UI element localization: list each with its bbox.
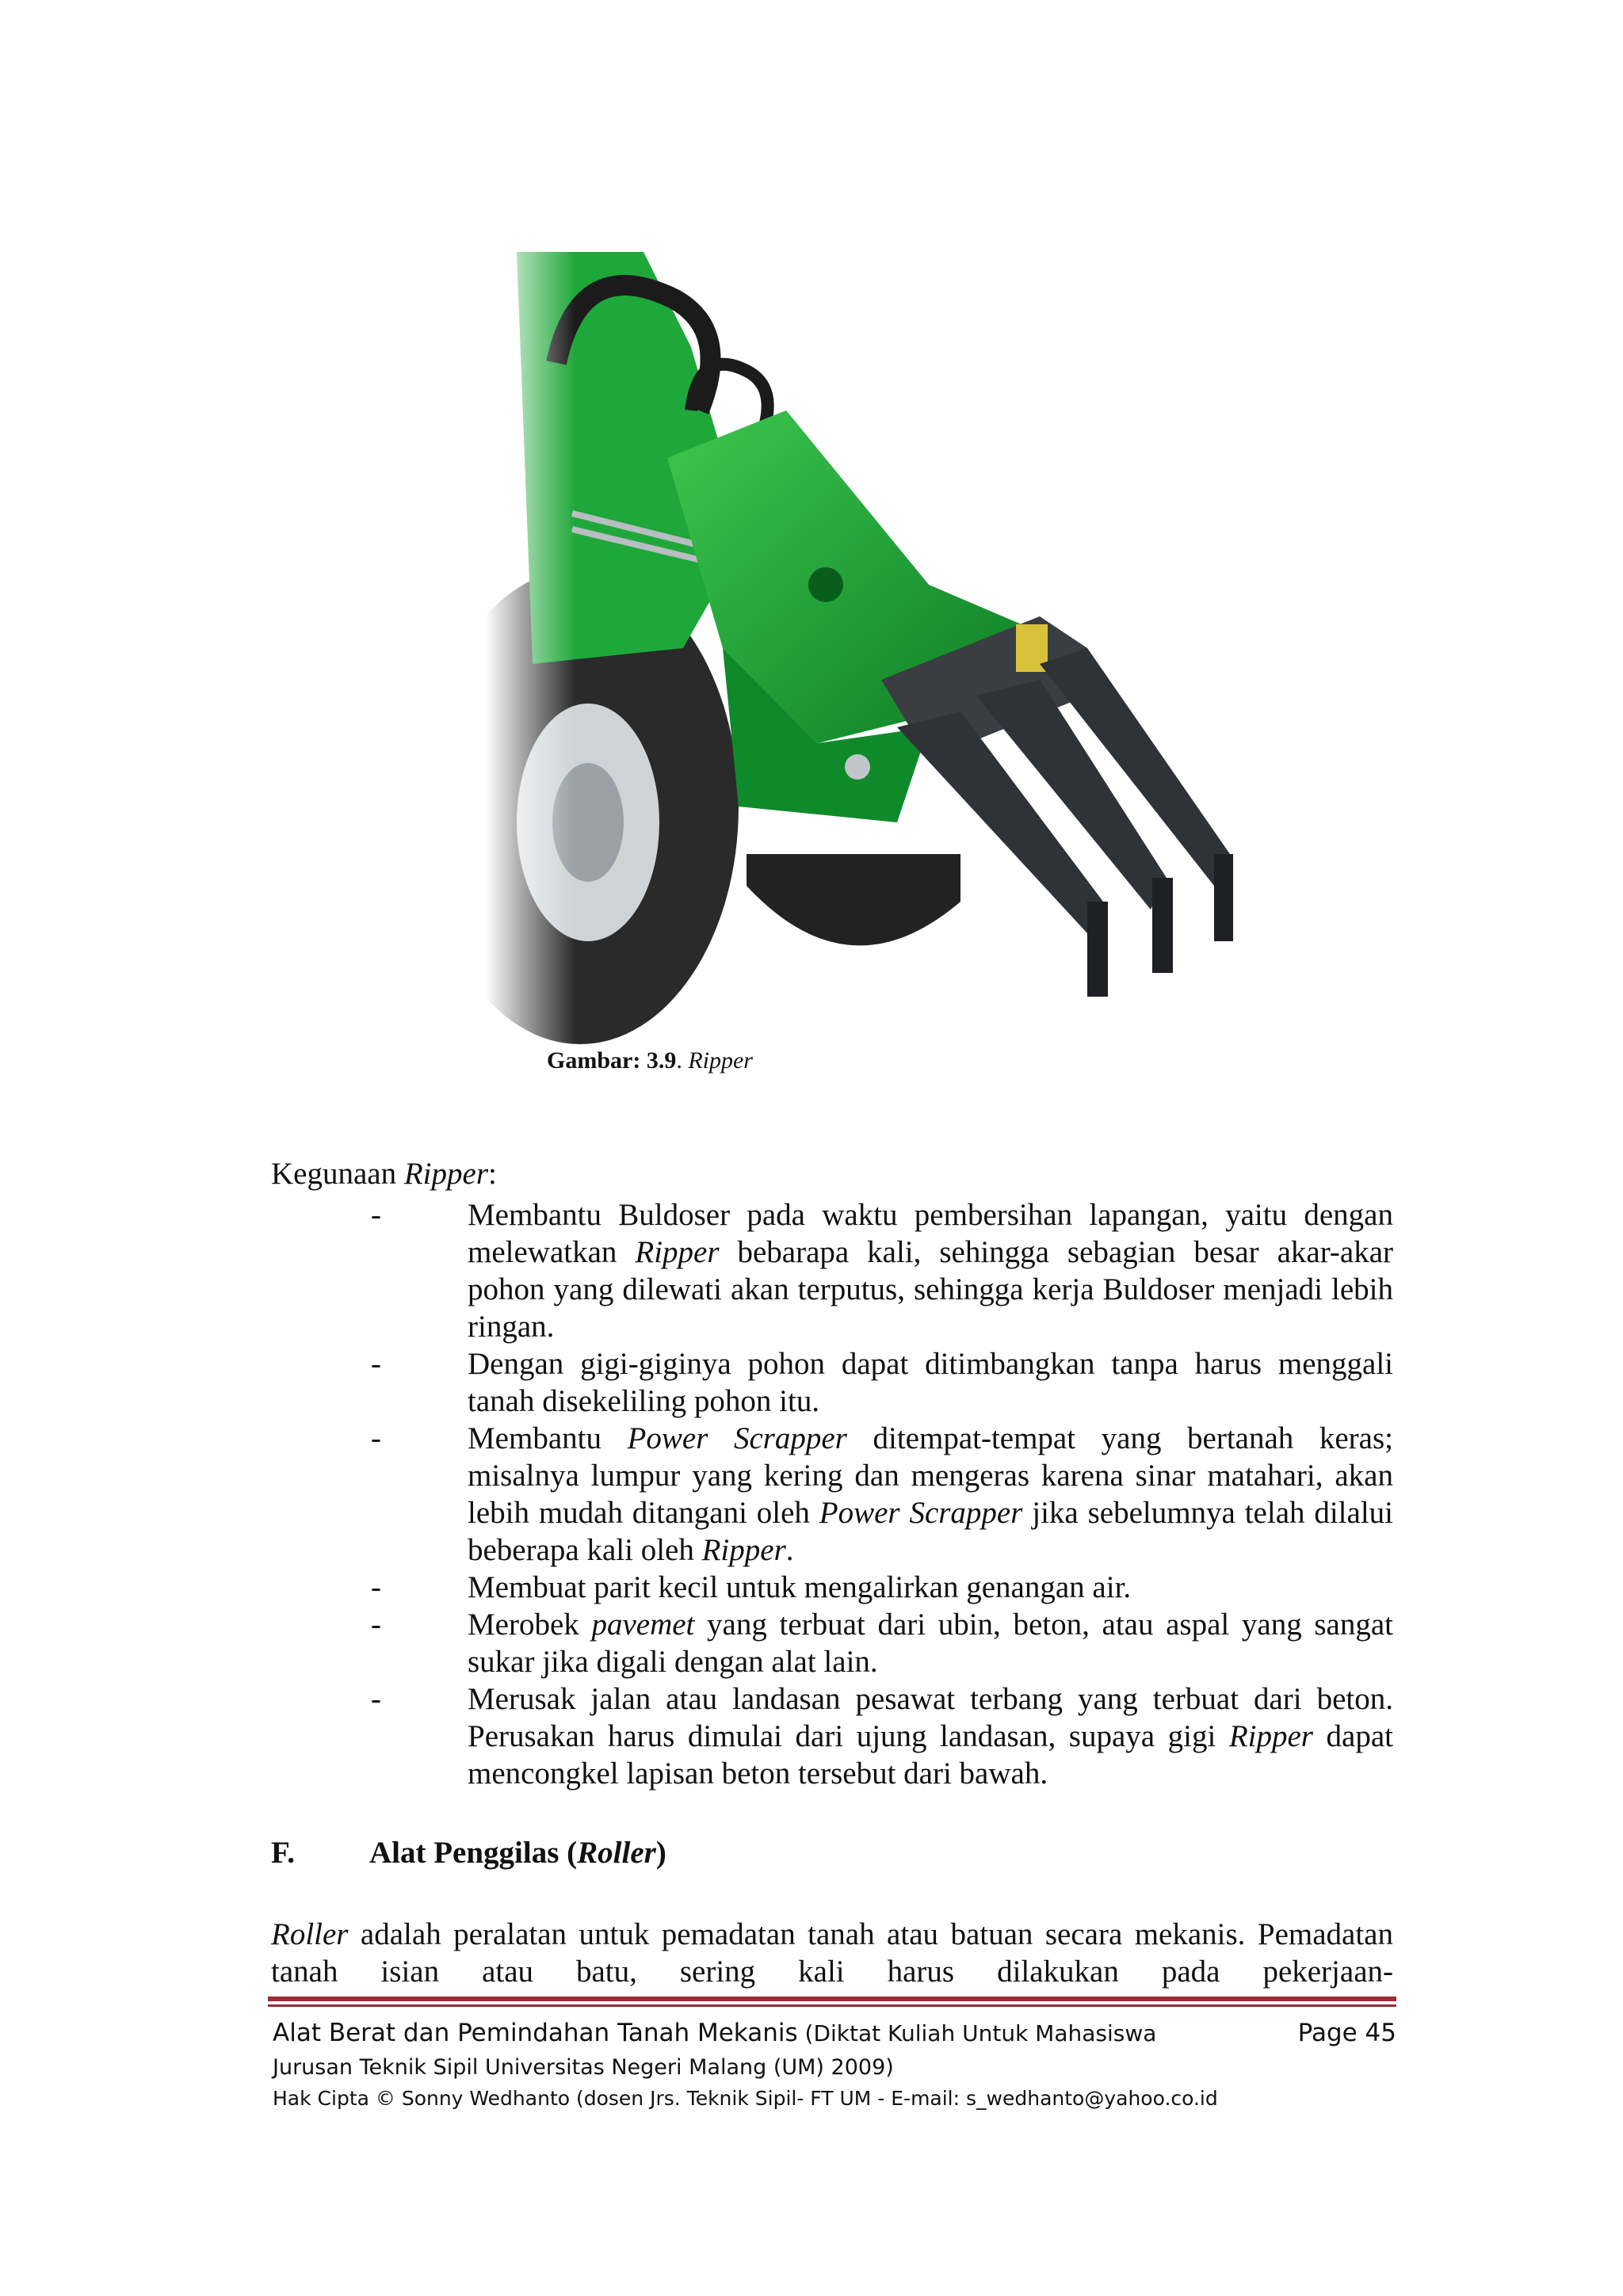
intro-text: Kegunaan [271,1157,404,1191]
list-item-text: Membuat parit kecil untuk mengalirkan genangan air. [468,1570,1132,1604]
footer-divider [268,1997,1396,2001]
usage-list [271,1196,1393,1792]
ripper-photo [485,252,1238,1044]
section-heading [271,1835,666,1871]
list-item [271,1569,1393,1606]
list-item [271,1196,1393,1345]
footer-copyright: Hak Cipta © Sonny Wedhanto (dosen Jrs. Teknik Sipil- FT UM - E-mail: s_wedhanto@yahoo.co.id [273,2087,1218,2110]
caption-number: Gambar: 3.9 [547,1047,677,1074]
footer-line-2: Jurusan Teknik Sipil Universitas Negeri Malang (UM) 2009) [273,2055,894,2080]
list-dash: - [371,1347,381,1381]
caption-separator: . [676,1047,689,1074]
caption-name: Ripper [688,1047,753,1074]
list-item [271,1680,1393,1792]
page-number: Page 45 [1297,2019,1396,2047]
section-title: Alat Penggilas (Roller) [369,1836,666,1870]
list-item-text: Merobek pavemet yang terbuat dari ubin, beton, atau aspal yang sangat sukar jika digali dengan alat lain. [468,1608,1394,1679]
ripper-attachment-icon [485,252,1238,1044]
list-intro [271,1155,1393,1192]
paragraph-italic: Roller [271,1917,349,1951]
footer-divider-thin [268,2004,1396,2007]
list-dash: - [371,1682,381,1716]
list-item-text: Dengan gigi-giginya pohon dapat ditimbangkan tanpa harus menggali tanah disekeliling pohon itu. [468,1347,1393,1418]
figure-caption [0,1047,1300,1074]
list-item [271,1420,1393,1569]
section-letter: F. [271,1836,295,1870]
list-item-text: Membantu Power Scrapper ditempat-tempat yang bertanah keras; misalnya lumpur yang kering dan mengeras karena sinar matahari, akan lebih mudah ditangani oleh Power Scrapper jika sebelumnya telah dilalui beberapa kali oleh Ripper. [468,1421,1393,1567]
intro-italic: Ripper [403,1157,489,1191]
list-dash: - [371,1421,381,1455]
list-item [271,1606,1393,1680]
list-dash: - [371,1608,381,1642]
list-item-text: Membantu Buldoser pada waktu pembersihan lapangan, yaitu dengan melewatkan Ripper bebarapa kali, sehingga sebagian besar akar-akar pohon yang dilewati akan terputus, sehingga kerja Buldoser menjadi lebih ringan. [468,1198,1393,1344]
list-item [271,1345,1393,1420]
footer-line-1 [273,2019,1396,2047]
list-item-text: Merusak jalan atau landasan pesawat terbang yang terbuat dari beton. Perusakan harus dimulai dari ujung landasan, supaya gigi Ripper dapat mencongkel lapisan beton tersebut dari bawah. [468,1682,1393,1791]
paragraph-text: adalah peralatan untuk pemadatan tanah atau batuan secara mekanis. Pemadatan tanah isian atau batu, sering kali harus dilakukan pada pekerjaan- [271,1917,1393,1989]
intro-colon: : [488,1157,497,1191]
roller-paragraph [271,1916,1393,1990]
list-dash: - [371,1570,381,1604]
footer-title: Alat Berat dan Pemindahan Tanah Mekanis (Diktat Kuliah Untuk Mahasiswa [273,2019,1157,2047]
list-dash: - [371,1198,381,1232]
